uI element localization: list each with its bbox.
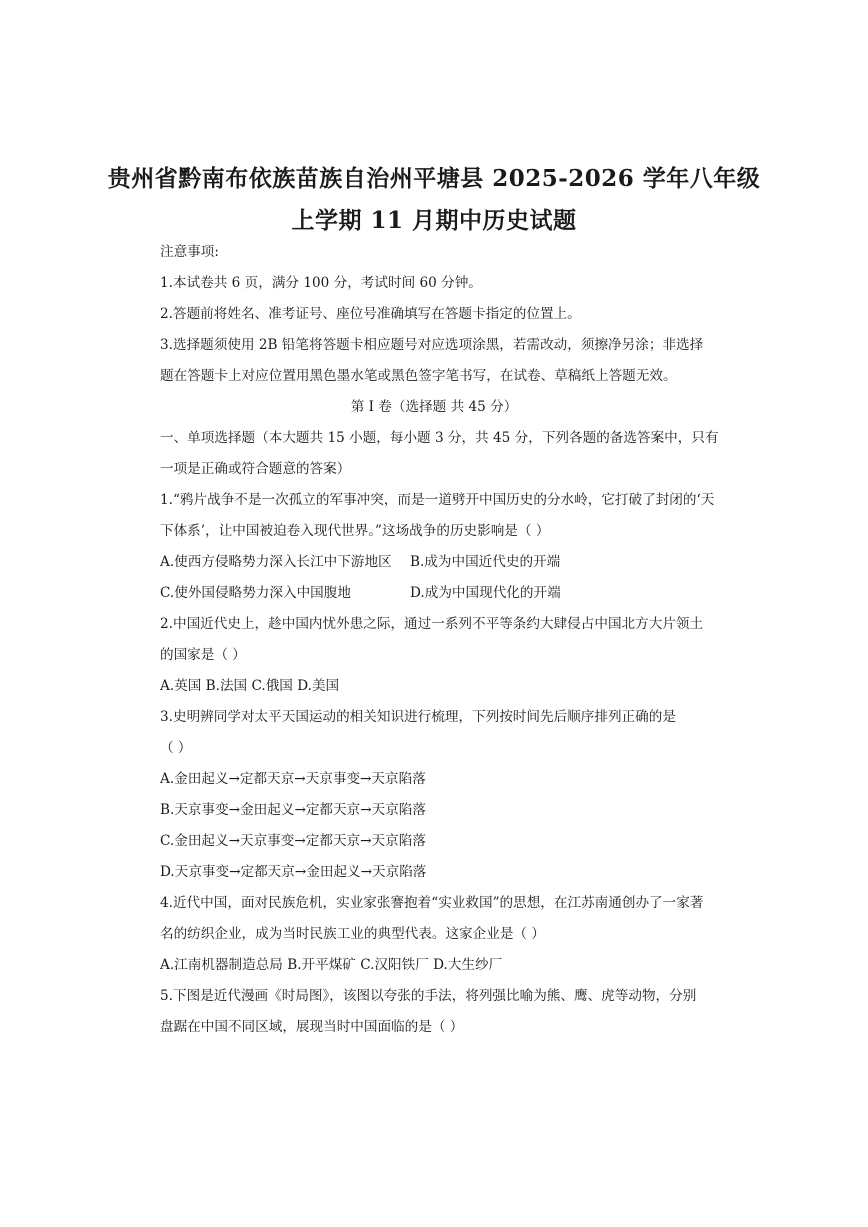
exam-title-line2: 上学期 11 月期中历史试题 xyxy=(291,207,577,234)
q4-options: A.江南机器制造总局 B.开平煤矿 C.汉阳铁厂 D.大生纱厂 xyxy=(160,957,503,973)
notes-heading: 注意事项: xyxy=(160,244,219,260)
note-3-line2: 题在答题卡上对应位置用黑色墨水笔或黑色签字笔书写，在试卷、草稿纸上答题无效。 xyxy=(160,368,677,384)
q3-option-a: A.金田起义→定都天京→天京事变→天京陷落 xyxy=(160,771,426,787)
q3-option-b: B.天京事变→金田起义→定都天京→天京陷落 xyxy=(160,802,426,818)
exam-title-line1: 贵州省黔南布依族苗族自治州平塘县 2025-2026 学年八年级 xyxy=(107,165,761,192)
q4-stem-line2: 名的纺织企业，成为当时民族工业的典型代表。这家企业是（ ） xyxy=(160,926,545,942)
q2-stem-line1: 2.中国近代史上，趁中国内忧外患之际，通过一系列不平等条约大肆侵占中国北方大片领土 xyxy=(160,616,704,632)
q1-stem-line1: 1.“鸦片战争不是一次孤立的军事冲突，而是一道劈开中国历史的分水岭，它打破了封闭的‘天 xyxy=(160,492,715,508)
section-intro-line1: 一、单项选择题（本大题共 15 小题，每小题 3 分，共 45 分，下列各题的备选答案中，只有 xyxy=(160,430,719,446)
q1-option-a: A.使西方侵略势力深入长江中下游地区 xyxy=(160,554,392,570)
q2-options: A.英国 B.法国 C.俄国 D.美国 xyxy=(160,678,340,694)
q2-stem-line2: 的国家是（ ） xyxy=(160,647,246,663)
q4-stem-line1: 4.近代中国，面对民族危机，实业家张謇抱着“实业救国”的思想，在江苏南通创办了一家著 xyxy=(160,895,704,911)
q1-option-d: D.成为中国现代化的开端 xyxy=(410,585,561,601)
note-3-line1: 3.选择题须使用 2B 铅笔将答题卡相应题号对应选项涂黑，若需改动，须擦净另涂；非选择 xyxy=(160,337,704,353)
q3-stem-line1: 3.史明辨同学对太平天国运动的相关知识进行梳理，下列按时间先后顺序排列正确的是 xyxy=(160,709,676,725)
volume-heading: 第 I 卷（选择题 共 45 分） xyxy=(350,399,518,415)
q1-stem-line2: 下体系’，让中国被迫卷入现代世界。”这场战争的历史影响是（ ） xyxy=(160,523,550,539)
q5-stem-line1: 5.下图是近代漫画《时局图》，该图以夸张的手法，将列强比喻为熊、鹰、虎等动物，分别 xyxy=(160,988,697,1004)
q5-stem-line2: 盘踞在中国不同区域，展现当时中国面临的是（ ） xyxy=(160,1019,464,1035)
note-2: 2.答题前将姓名、准考证号、座位号准确填写在答题卡指定的位置上。 xyxy=(160,306,581,322)
q3-option-c: C.金田起义→天京事变→定都天京→天京陷落 xyxy=(160,833,426,849)
section-intro-line2: 一项是正确或符合题意的答案） xyxy=(160,461,351,477)
q3-option-d: D.天京事变→定都天京→金田起义→天京陷落 xyxy=(160,864,427,880)
q1-option-c: C.使外国侵略势力深入中国腹地 xyxy=(160,585,351,601)
note-1: 1.本试卷共 6 页，满分 100 分，考试时间 60 分钟。 xyxy=(160,275,482,291)
q1-option-b: B.成为中国近代史的开端 xyxy=(410,554,561,570)
q3-stem-line2: （ ） xyxy=(160,740,192,756)
